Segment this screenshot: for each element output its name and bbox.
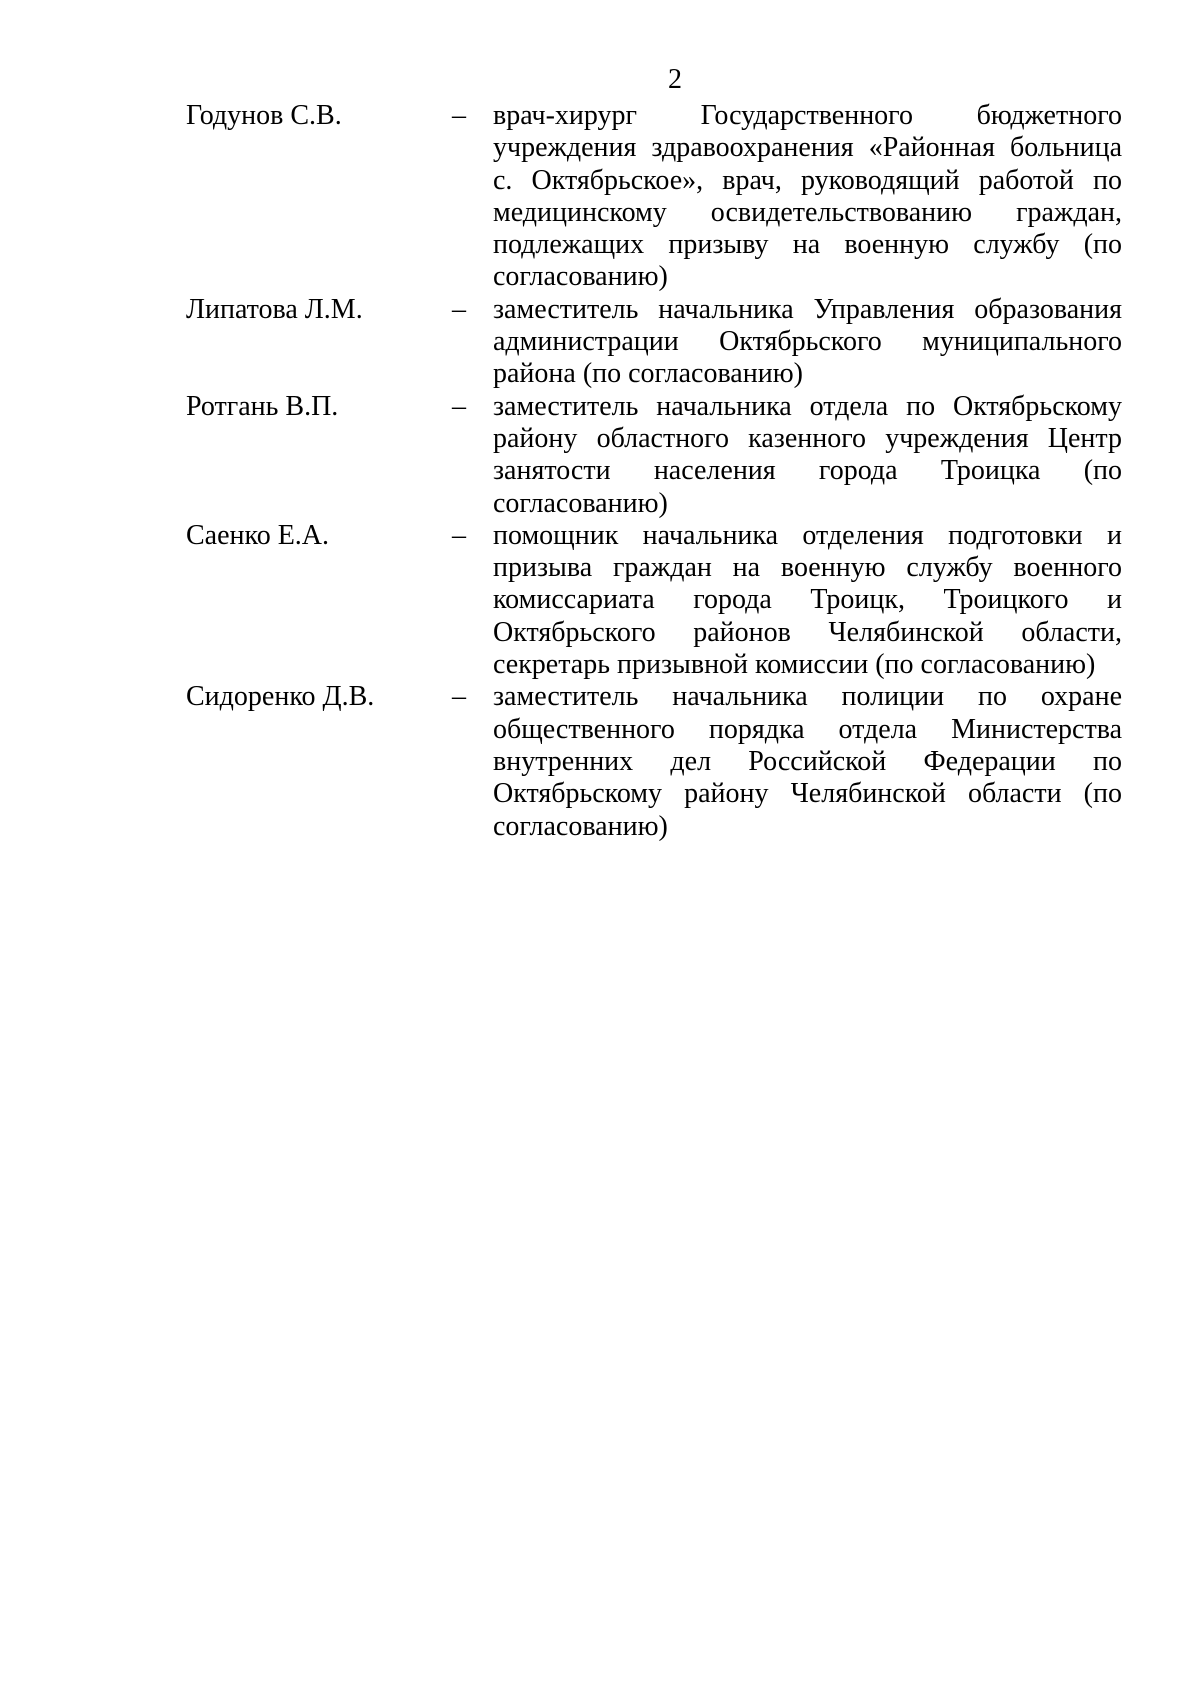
member-name: Липатова Л.М.	[186, 293, 363, 325]
member-name: Сидоренко Д.В.	[186, 681, 375, 713]
commission-members-list	[0, 100, 1200, 843]
member-entry-saenko	[0, 520, 1200, 681]
dash-separator: –	[452, 293, 466, 325]
member-position: помощник начальника отделения подготовки и призыва граждан на военную службу военного комиссариата города Троицк, Троицкого и Октябрьского районов Челябинской области, секретарь призывной комиссии (по согласованию)	[493, 519, 1122, 681]
member-name: Саенко Е.А.	[186, 519, 330, 551]
member-name: Ротгань В.П.	[186, 390, 339, 422]
member-entry-rotgan	[0, 391, 1200, 520]
member-position: заместитель начальника отдела по Октябрьскому району областного казенного учреждения Центр занятости населения города Троицка (по согласованию)	[493, 390, 1122, 519]
dash-separator: –	[452, 519, 466, 551]
member-position: заместитель начальника полиции по охране общественного порядка отдела Министерства внутренних дел Российской Федерации по Октябрьскому району Челябинской области (по согласованию)	[493, 681, 1122, 842]
page-number: 2	[668, 64, 682, 95]
member-entry-sidorenko	[0, 681, 1200, 842]
dash-separator: –	[452, 390, 466, 422]
dash-separator: –	[452, 100, 466, 131]
member-entry-lipatova	[0, 294, 1200, 391]
dash-separator: –	[452, 681, 466, 713]
member-position: врач-хирург Государственного бюджетного учреждения здравоохранения «Районная больница с. Октябрьское», врач, руководящий работой по медицинскому освидетельствованию граждан, подлежащих призыву на военную службу (по согласованию)	[493, 100, 1122, 293]
member-entry-godunov	[0, 100, 1200, 294]
member-position: заместитель начальника Управления образования администрации Октябрьского муниципального района (по согласованию)	[493, 293, 1122, 390]
member-name: Годунов С.В.	[186, 100, 342, 131]
